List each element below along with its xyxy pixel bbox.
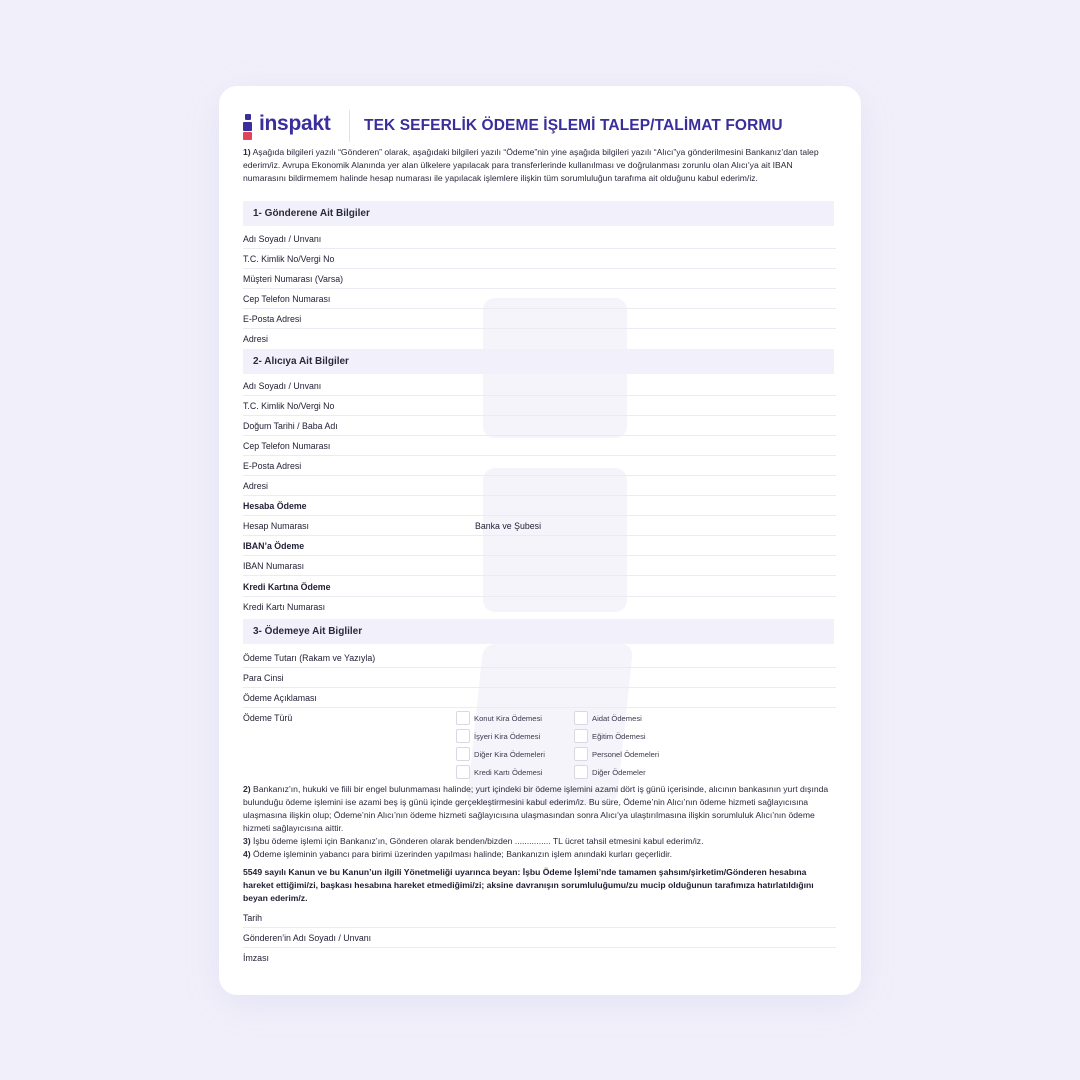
note-4 bbox=[243, 848, 835, 861]
iban-number-row[interactable] bbox=[243, 555, 836, 576]
account-number-row[interactable] bbox=[243, 515, 836, 536]
note-number: 4) bbox=[243, 849, 251, 859]
row-label: Ödeme Açıklaması bbox=[243, 693, 317, 703]
note-text: Ödeme işleminin yabancı para birimi üzerinden yapılması halinde; Bankanızın işlem anındaki kurları geçerlidir. bbox=[250, 849, 672, 859]
row-label: T.C. Kimlik No/Vergi No bbox=[243, 401, 335, 411]
section-3-header bbox=[243, 619, 834, 644]
row-label: E-Posta Adresi bbox=[243, 461, 302, 471]
row-label: Kredi Kartına Ödeme bbox=[243, 582, 331, 592]
option-label: İşyeri Kira Ödemesi bbox=[474, 732, 541, 741]
konut-kira-checkbox[interactable] bbox=[456, 711, 470, 725]
payment-description-row[interactable] bbox=[243, 687, 836, 708]
form-title: TEK SEFERLİK ÖDEME İŞLEMİ TALEP/TALİMAT FORMU bbox=[364, 117, 783, 134]
row-label: Adı Soyadı / Unvanı bbox=[243, 234, 322, 244]
row-label: Hesap Numarası bbox=[243, 521, 310, 531]
section-1-title: 1- Gönderene Ait Bilgiler bbox=[253, 208, 370, 219]
row-label: IBAN’a Ödeme bbox=[243, 541, 305, 551]
row-label: Hesaba Ödeme bbox=[243, 501, 307, 511]
form-card bbox=[219, 86, 861, 995]
personel-checkbox[interactable] bbox=[574, 747, 588, 761]
aidat-checkbox[interactable] bbox=[574, 711, 588, 725]
section-2-header bbox=[243, 349, 834, 374]
card-number-row[interactable] bbox=[243, 596, 836, 616]
recipient-email-row[interactable] bbox=[243, 455, 836, 476]
iban-payment-heading bbox=[243, 535, 836, 556]
intro-text: Aşağıda bilgileri yazılı “Gönderen” olarak, aşağıdaki bilgileri yazılı “Ödeme”nin yine aşağıda bilgileri yazılı “Alıcı”ya gönderilmesini Bankanız’dan talep ederim/iz. Avrupa Ekonomik Alanında yer alan ülkelere yapılacak para transferlerinde kullanılması ve doğrulanması zorunlu olan Alıcı’ya ait IBAN numarasını bildirmemem halinde hesap numarası ile yapılacak işlemlere ilişkin tüm sorumluluğun tarafıma ait olduğunu kabul ederim/iz. bbox=[243, 147, 819, 183]
option-label: Diğer Kira Ödemeleri bbox=[474, 750, 545, 759]
diger-kira-checkbox[interactable] bbox=[456, 747, 470, 761]
kredi-karti-checkbox[interactable] bbox=[456, 765, 470, 779]
recipient-phone-row[interactable] bbox=[243, 435, 836, 456]
row-label: Adresi bbox=[243, 481, 268, 491]
intro-paragraph bbox=[243, 146, 835, 184]
row-label: İmzası bbox=[243, 953, 269, 963]
egitim-checkbox[interactable] bbox=[574, 729, 588, 743]
row-label: Kredi Kartı Numarası bbox=[243, 602, 326, 612]
diger-odemeler-checkbox[interactable] bbox=[574, 765, 588, 779]
row-label: Tarih bbox=[243, 913, 263, 923]
note-text: İşbu ödeme işlemi için Bankanız’ın, Gönderen olarak benden/bizden ............... TL ücret tahsil etmesini kabul ederim/iz. bbox=[250, 836, 704, 846]
account-payment-heading bbox=[243, 495, 836, 516]
option-label: Personel Ödemeleri bbox=[592, 750, 660, 759]
logo-mark-icon bbox=[243, 114, 252, 140]
note-text: Bankanız’ın, hukuki ve fiili bir engel bulunmaması halinde; yurt içindeki bir ödeme işlemini azami dört iş günü içerisinde, alıcının bankasının yurt dışında bulunduğu ödeme işlemini ise azami beş iş günü içinde gerçekleştirmesini kabul ederim/iz. Bu süre, Ödeme’nin Alıcı’nın ödeme hizmeti sağlayıcısına ulaşmasına ilişkin olup; Ödeme’nin Alıcı’nın ödeme hizmeti sağlayıcısına ulaşmasından sonra Alıcı’ya ulaştırılmasına ilişkin sorumluluk Alıcı’nın ödeme hizmeti sağlayıcısına aittir. bbox=[243, 784, 829, 833]
logo-text: inspakt bbox=[259, 112, 331, 135]
row-label: Ödeme Tutarı (Rakam ve Yazıyla) bbox=[243, 653, 376, 663]
row-label: Para Cinsi bbox=[243, 673, 284, 683]
isyeri-kira-checkbox[interactable] bbox=[456, 729, 470, 743]
sender-address-row[interactable] bbox=[243, 328, 836, 348]
intro-number: 1) bbox=[243, 147, 251, 157]
section-3-title: 3- Ödemeye Ait Bigliler bbox=[253, 626, 363, 637]
row-label: Adresi bbox=[243, 334, 268, 344]
currency-row[interactable] bbox=[243, 667, 836, 688]
option-label: Eğitim Ödemesi bbox=[592, 732, 646, 741]
row-label: Cep Telefon Numarası bbox=[243, 441, 331, 451]
bank-branch-label: Banka ve Şubesi bbox=[475, 521, 542, 531]
form-header bbox=[243, 110, 843, 144]
note-3 bbox=[243, 835, 835, 848]
date-row[interactable] bbox=[243, 907, 836, 928]
row-label: Müşteri Numarası (Varsa) bbox=[243, 274, 344, 284]
row-label: E-Posta Adresi bbox=[243, 314, 302, 324]
sender-id-row[interactable] bbox=[243, 248, 836, 269]
note-2 bbox=[243, 783, 835, 835]
option-label: Kredi Kartı Ödemesi bbox=[474, 768, 543, 777]
payment-amount-row[interactable] bbox=[243, 647, 836, 668]
option-label: Diğer Ödemeler bbox=[592, 768, 646, 777]
row-label: T.C. Kimlik No/Vergi No bbox=[243, 254, 335, 264]
declaration: 5549 sayılı Kanun ve bu Kanun’un ilgili Yönetmeliği uyarınca beyan: İşbu Ödeme İşlemi’nde tamamen şahsım/şirketim/Gönderen hesabına hareket ettiğimi/zi, başkası hesabına hareket etmediğimi/zi; aksine davranışın sorumluluğumu/zu mucip olduğunun tarafımıza hatırlatıldığını beyan ederim/z. bbox=[243, 867, 814, 904]
signature-row[interactable] bbox=[243, 947, 836, 967]
section-2-title: 2- Alıcıya Ait Bilgiler bbox=[253, 356, 349, 367]
row-label: Ödeme Türü bbox=[243, 713, 293, 723]
sender-phone-row[interactable] bbox=[243, 288, 836, 309]
section-1-header bbox=[243, 201, 834, 226]
recipient-birth-row[interactable] bbox=[243, 415, 836, 436]
row-label: IBAN Numarası bbox=[243, 561, 305, 571]
note-number: 2) bbox=[243, 784, 251, 794]
option-label: Konut Kira Ödemesi bbox=[474, 714, 542, 723]
option-label: Aidat Ödemesi bbox=[592, 714, 642, 723]
row-label: Cep Telefon Numarası bbox=[243, 294, 331, 304]
note-number: 3) bbox=[243, 836, 251, 846]
recipient-id-row[interactable] bbox=[243, 395, 836, 416]
card-payment-heading bbox=[243, 576, 836, 597]
recipient-address-row[interactable] bbox=[243, 475, 836, 496]
sender-name-row[interactable] bbox=[243, 228, 836, 249]
row-label: Doğum Tarihi / Baba Adı bbox=[243, 421, 338, 431]
sender-customer-no-row[interactable] bbox=[243, 268, 836, 289]
row-label: Gönderen’in Adı Soyadı / Unvanı bbox=[243, 933, 372, 943]
sender-email-row[interactable] bbox=[243, 308, 836, 329]
sender-full-name-row[interactable] bbox=[243, 927, 836, 948]
recipient-name-row[interactable] bbox=[243, 375, 836, 396]
row-label: Adı Soyadı / Unvanı bbox=[243, 381, 322, 391]
header-divider bbox=[349, 110, 350, 142]
